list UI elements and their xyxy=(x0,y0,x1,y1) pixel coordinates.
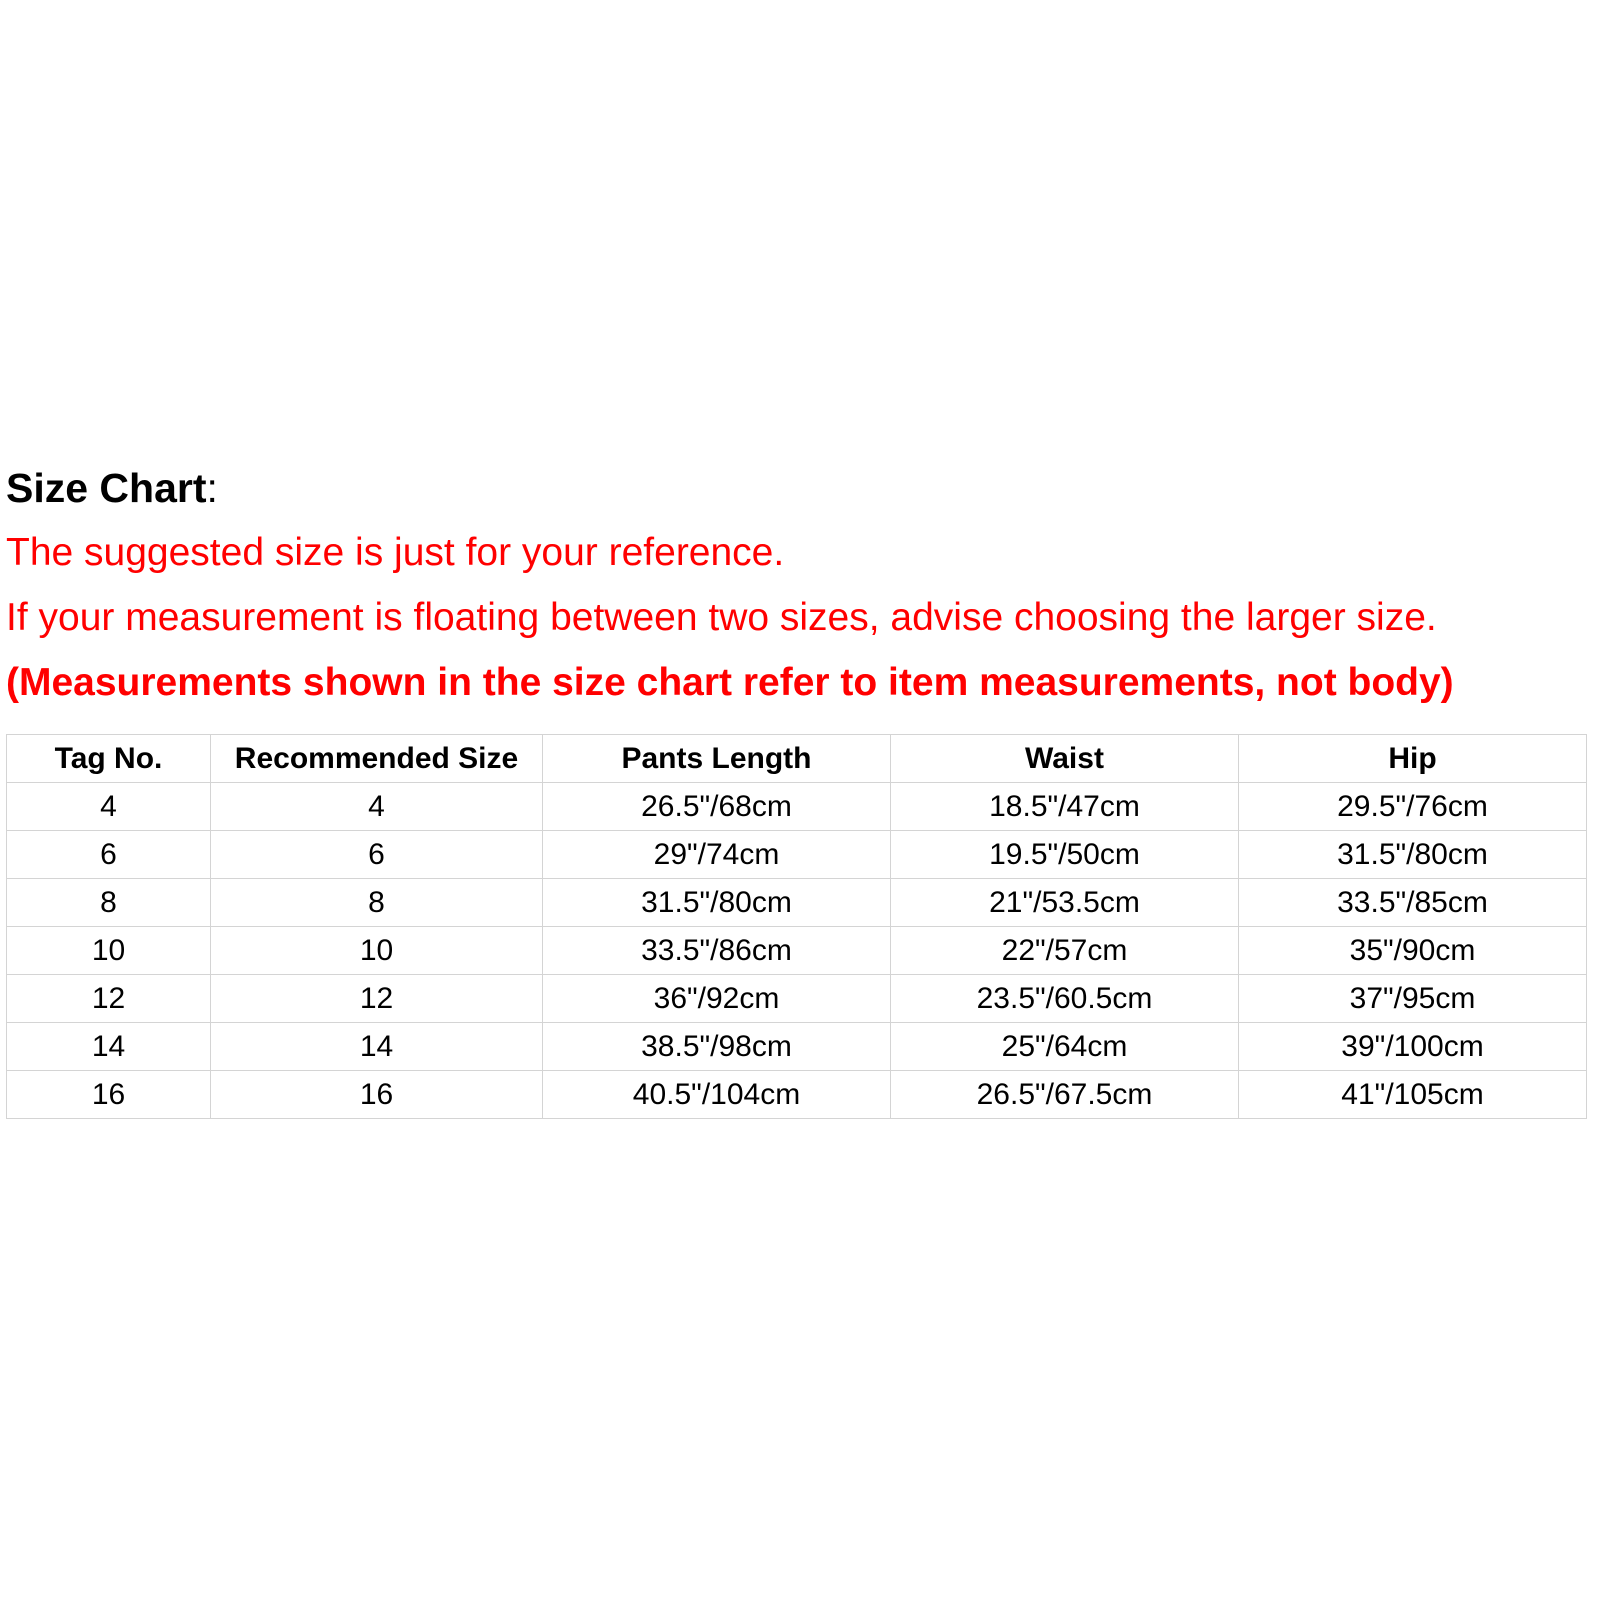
cell-tag-no: 10 xyxy=(7,927,211,975)
sizing-advice-note: If your measurement is floating between two sizes, advise choosing the larger size. xyxy=(6,596,1437,639)
cell-tag-no: 12 xyxy=(7,975,211,1023)
cell-recommended-size: 14 xyxy=(211,1023,543,1071)
cell-recommended-size: 10 xyxy=(211,927,543,975)
cell-pants-length: 36"/92cm xyxy=(543,975,891,1023)
cell-recommended-size: 4 xyxy=(211,783,543,831)
cell-tag-no: 4 xyxy=(7,783,211,831)
title-colon: : xyxy=(206,465,218,511)
cell-hip: 29.5"/76cm xyxy=(1239,783,1587,831)
cell-waist: 23.5"/60.5cm xyxy=(891,975,1239,1023)
measurement-disclaimer: (Measurements shown in the size chart refer to item measurements, not body) xyxy=(6,661,1454,704)
size-chart-section xyxy=(6,465,1596,1111)
size-table xyxy=(6,734,1587,1119)
cell-waist: 21"/53.5cm xyxy=(891,879,1239,927)
cell-waist: 26.5"/67.5cm xyxy=(891,1071,1239,1119)
cell-tag-no: 6 xyxy=(7,831,211,879)
cell-hip: 35"/90cm xyxy=(1239,927,1587,975)
cell-tag-no: 16 xyxy=(7,1071,211,1119)
table-row xyxy=(7,1023,1587,1071)
cell-pants-length: 31.5"/80cm xyxy=(543,879,891,927)
cell-waist: 22"/57cm xyxy=(891,927,1239,975)
table-row xyxy=(7,879,1587,927)
table-row xyxy=(7,783,1587,831)
table-row xyxy=(7,975,1587,1023)
cell-waist: 25"/64cm xyxy=(891,1023,1239,1071)
cell-recommended-size: 12 xyxy=(211,975,543,1023)
cell-recommended-size: 6 xyxy=(211,831,543,879)
cell-recommended-size: 16 xyxy=(211,1071,543,1119)
cell-pants-length: 40.5"/104cm xyxy=(543,1071,891,1119)
cell-tag-no: 14 xyxy=(7,1023,211,1071)
cell-hip: 41"/105cm xyxy=(1239,1071,1587,1119)
cell-recommended-size: 8 xyxy=(211,879,543,927)
header-pants-length: Pants Length xyxy=(543,735,891,783)
page-title xyxy=(6,466,1596,510)
header-hip: Hip xyxy=(1239,735,1587,783)
table-row xyxy=(7,831,1587,879)
header-recommended-size: Recommended Size xyxy=(211,735,543,783)
cell-pants-length: 33.5"/86cm xyxy=(543,927,891,975)
cell-hip: 33.5"/85cm xyxy=(1239,879,1587,927)
cell-hip: 37"/95cm xyxy=(1239,975,1587,1023)
cell-pants-length: 38.5"/98cm xyxy=(543,1023,891,1071)
table-row xyxy=(7,1071,1587,1119)
title-main: Size Chart xyxy=(6,465,207,511)
table-row xyxy=(7,927,1587,975)
reference-note: The suggested size is just for your reference. xyxy=(6,531,785,574)
cell-pants-length: 29"/74cm xyxy=(543,831,891,879)
header-tag-no: Tag No. xyxy=(7,735,211,783)
cell-waist: 18.5"/47cm xyxy=(891,783,1239,831)
cell-waist: 19.5"/50cm xyxy=(891,831,1239,879)
table-header-row xyxy=(7,735,1587,783)
cell-hip: 39"/100cm xyxy=(1239,1023,1587,1071)
cell-tag-no: 8 xyxy=(7,879,211,927)
cell-hip: 31.5"/80cm xyxy=(1239,831,1587,879)
header-waist: Waist xyxy=(891,735,1239,783)
cell-pants-length: 26.5"/68cm xyxy=(543,783,891,831)
